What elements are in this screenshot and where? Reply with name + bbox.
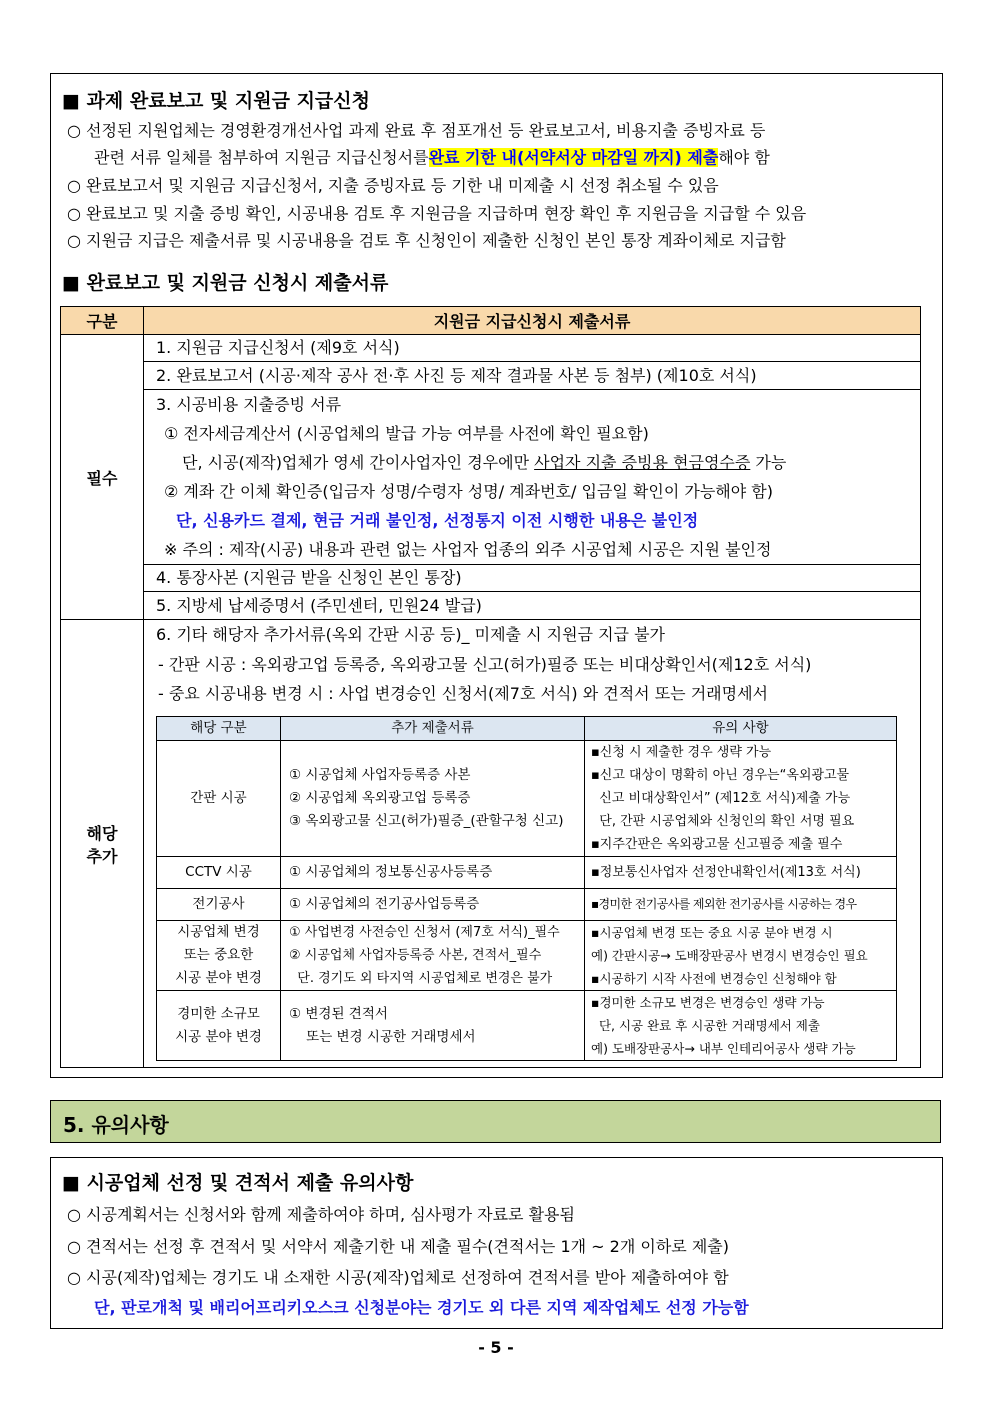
docs-item-3-title: 3. 시공비용 지출증빙 서류	[156, 395, 342, 414]
contractor-bullet-2: ○ 견적서는 선정 후 견적서 및 서약서 제출기한 내 제출 필수(견적서는 1개 ~ 2개 이하로 제출)	[67, 1237, 730, 1256]
contractor-bullet-1: ○ 시공계획서는 신청서와 함께 제출하여야 하며, 심사평가 자료로 활용됨	[67, 1205, 575, 1224]
sub-note-line: ▪신청 시 제출한 경우 생략 가능	[591, 745, 772, 760]
sub-note-line: 예) 간판시공→ 도배장판공사 변경시 변경승인 필요	[591, 948, 868, 963]
section-5-title: 5. 유의사항	[63, 1113, 169, 1137]
docs-item-3-1b	[156, 448, 920, 477]
award-bullet-4: ○ 지원금 지급은 제출서류 및 시공내용을 검토 후 신청인이 제출한 신청인 본인 통장 계좌이체로 지급함	[67, 231, 786, 250]
docs-item-4: 4. 통장사본 (지원금 받을 신청인 본인 통장)	[144, 565, 921, 592]
sub-notes	[585, 741, 897, 857]
docs-item-2: 2. 완료보고서 (시공·제작 공사 전·후 사진 등 제작 결과물 사본 등 첨부) (제10호 서식)	[144, 362, 921, 390]
award-bullet-1b	[94, 145, 770, 168]
page-number: - 5 -	[478, 1338, 514, 1357]
award-section-title: ■ 과제 완료보고 및 지원금 지급신청	[62, 90, 370, 112]
docs-item-3-1b-text: 단, 시공(제작)업체가 영세 간이사업자인 경우에만	[182, 453, 535, 472]
sub-cat	[157, 991, 281, 1061]
sub-note-line: 단, 간판 시공업체와 신청인의 확인 서명 필요	[591, 814, 855, 829]
sub-row-minor-change	[157, 991, 897, 1061]
sub-docs	[281, 991, 585, 1061]
sub-note-line: ▪신고 대상이 명확히 아닌 경우는“옥외광고물	[591, 768, 850, 783]
extra-docs-subtable	[156, 716, 897, 1061]
sub-notes	[585, 991, 897, 1061]
sub-col-notes: 유의 사항	[585, 717, 897, 741]
award-bullet-1b-text: 관련 서류 일체를 첨부하여 지원금 지급신청서를	[94, 148, 429, 167]
sub-cat-line: 간판 시공	[190, 790, 247, 806]
sub-row-cctv	[157, 857, 897, 889]
contractor-section-title: ■ 시공업체 선정 및 견적서 제출 유의사항	[62, 1172, 414, 1194]
docs-cat-extra-line1: 해당	[86, 823, 118, 843]
docs-item-6-a: - 간판 시공 : 옥외광고업 등록증, 옥외광고물 신고(허가)필증 또는 비대상확인서(제12호 서식)	[158, 655, 812, 674]
sub-cat-line: CCTV 시공	[185, 864, 252, 880]
sub-note-line: 단, 시공 완료 후 시공한 거래명세서 제출	[591, 1018, 820, 1033]
sub-doc-line: ① 사업변경 사전승인 신청서 (제7호 서식)_필수	[289, 925, 560, 940]
award-bullet-3: ○ 완료보고 및 지출 증빙 확인, 시공내용 검토 후 지원금을 지급하며 현장 확인 후 지원금을 지급할 수 있음	[67, 204, 807, 223]
docs-section-title: ■ 완료보고 및 지원금 신청시 제출서류	[62, 272, 389, 294]
sub-cat	[157, 889, 281, 921]
sub-note-line: ▪경미한 전기공사를 제외한 전기공사를 시공하는 경우	[591, 897, 857, 911]
sub-doc-line: 단. 경기도 외 타지역 시공업체로 변경은 불가	[289, 971, 553, 986]
sub-docs	[281, 921, 585, 991]
sub-notes	[585, 889, 897, 921]
docs-item-1: 1. 지원금 지급신청서 (제9호 서식)	[144, 335, 921, 362]
docs-item-6	[144, 620, 921, 1068]
sub-col-documents: 추가 제출서류	[281, 717, 585, 741]
sub-note-line: 예) 도배장판공사→ 내부 인테리어공사 생략 가능	[591, 1041, 856, 1056]
sub-doc-line: ① 시공업체의 전기공사업등록증	[289, 896, 480, 912]
sub-row-signage	[157, 741, 897, 857]
sub-note-line: ▪시공업체 변경 또는 중요 시공 분야 변경 시	[591, 925, 833, 940]
docs-item-6-title	[156, 620, 920, 650]
sub-cat-line: 시공 분야 변경	[175, 1028, 262, 1045]
sub-notes	[585, 921, 897, 991]
sub-note-line: ▪지주간판은 옥외광고물 신고필증 제출 필수	[591, 837, 843, 852]
sub-col-category: 해당 구분	[157, 717, 281, 741]
docs-item-5: 5. 지방세 납세증명서 (주민센터, 민원24 발급)	[144, 592, 921, 620]
docs-cat-required: 필수	[61, 335, 144, 620]
contractor-bullet-3b: 단, 판로개척 및 배리어프리키오스크 신청분야는 경기도 외 다른 지역 제작업체도 선정 가능함	[94, 1298, 749, 1317]
docs-cat-extra-line2: 추가	[86, 846, 118, 866]
docs-item-6-b: - 중요 시공내용 변경 시 : 사업 변경승인 신청서(제7호 서식) 와 견적서 또는 거래명세서	[158, 684, 768, 703]
sub-row-contractor-change	[157, 921, 897, 991]
sub-doc-line: ② 시공업체 옥외광고업 등록증	[289, 790, 471, 806]
sub-note-line: 신고 비대상확인서” (제12호 서식)제출 가능	[591, 791, 851, 806]
sub-cat-line: 시공업체 변경	[177, 924, 260, 940]
award-bullet-2: ○ 완료보고서 및 지원금 지급신청서, 지출 증빙자료 등 기한 내 미제출 시 선정 취소될 수 있음	[67, 176, 719, 195]
docs-col-category: 구분	[61, 307, 144, 335]
sub-note-line: ▪경미한 소규모 변경은 변경승인 생략 가능	[591, 995, 825, 1010]
sub-cat-line: 또는 중요한	[183, 947, 254, 963]
sub-row-electric	[157, 889, 897, 921]
sub-doc-line: ③ 옥외광고물 신고(허가)필증_(관할구청 신고)	[289, 813, 564, 829]
sub-doc-line: ① 변경된 견적서	[289, 1005, 388, 1022]
docs-item-3-2b: 단, 신용카드 결제, 현금 거래 불인정, 선정통지 이전 시행한 내용은 불인정	[176, 511, 699, 530]
sub-cat-line: 시공 분야 변경	[175, 970, 262, 986]
docs-col-documents: 지원금 지급신청시 제출서류	[144, 307, 921, 335]
section-5-header	[50, 1100, 941, 1143]
sub-doc-line: 또는 변경 시공한 거래명세서	[289, 1028, 476, 1045]
docs-item-3	[144, 390, 921, 565]
sub-doc-line: ② 시공업체 사업자등록증 사본, 견적서_필수	[289, 948, 542, 963]
docs-item-3-note: ※ 주의 : 제작(시공) 내용과 관련 없는 사업자 업종의 외주 시공업체 시공은 지원 불인정	[164, 540, 772, 559]
sub-cat	[157, 857, 281, 889]
contractor-bullet-3: ○ 시공(제작)업체는 경기도 내 소재한 시공(제작)업체로 선정하여 견적서를 받아 제출하여야 함	[67, 1268, 729, 1287]
sub-note-line: ▪시공하기 시작 사전에 변경승인 신청해야 함	[591, 971, 837, 986]
docs-cash-receipt-underline: 사업자 지출 증빙용 현금영수증	[534, 453, 751, 472]
award-bullet-1c-text: 해야 함	[718, 148, 770, 167]
sub-cat	[157, 921, 281, 991]
award-bullet-1a: ○ 선정된 지원업체는 경영환경개선사업 과제 완료 후 점포개선 등 완료보고서, 비용지출 증빙자료 등	[67, 121, 766, 140]
docs-cat-extra	[61, 620, 144, 1068]
docs-item-3-2: ② 계좌 간 이체 확인증(입금자 성명/수령자 성명/ 계좌번호/ 입금일 확인이 가능해야 함)	[164, 482, 773, 501]
docs-item-3-1b-end: 가능	[750, 453, 787, 472]
docs-table	[60, 306, 921, 1068]
sub-cat	[157, 741, 281, 857]
sub-cat-line: 전기공사	[192, 896, 245, 912]
sub-docs	[281, 857, 585, 889]
sub-doc-line: ① 시공업체 사업자등록증 사본	[289, 767, 471, 783]
sub-notes	[585, 857, 897, 889]
sub-docs	[281, 889, 585, 921]
docs-item-3-1: ① 전자세금계산서 (시공업체의 발급 가능 여부를 사전에 확인 필요함)	[164, 424, 649, 443]
sub-cat-line: 경미한 소규모	[177, 1005, 260, 1022]
sub-note-line: ▪정보통신사업자 선정안내확인서(제13호 서식)	[591, 865, 861, 880]
docs-item-6-text: 6. 기타 해당자 추가서류(옥외 간판 시공 등)_ 미제출 시 지원금 지급 불가	[156, 625, 666, 644]
award-deadline-highlight: 완료 기한 내(서약서상 마감일 까지) 제출	[428, 148, 719, 167]
sub-doc-line: ① 시공업체의 정보통신공사등록증	[289, 864, 493, 880]
sub-docs	[281, 741, 585, 857]
